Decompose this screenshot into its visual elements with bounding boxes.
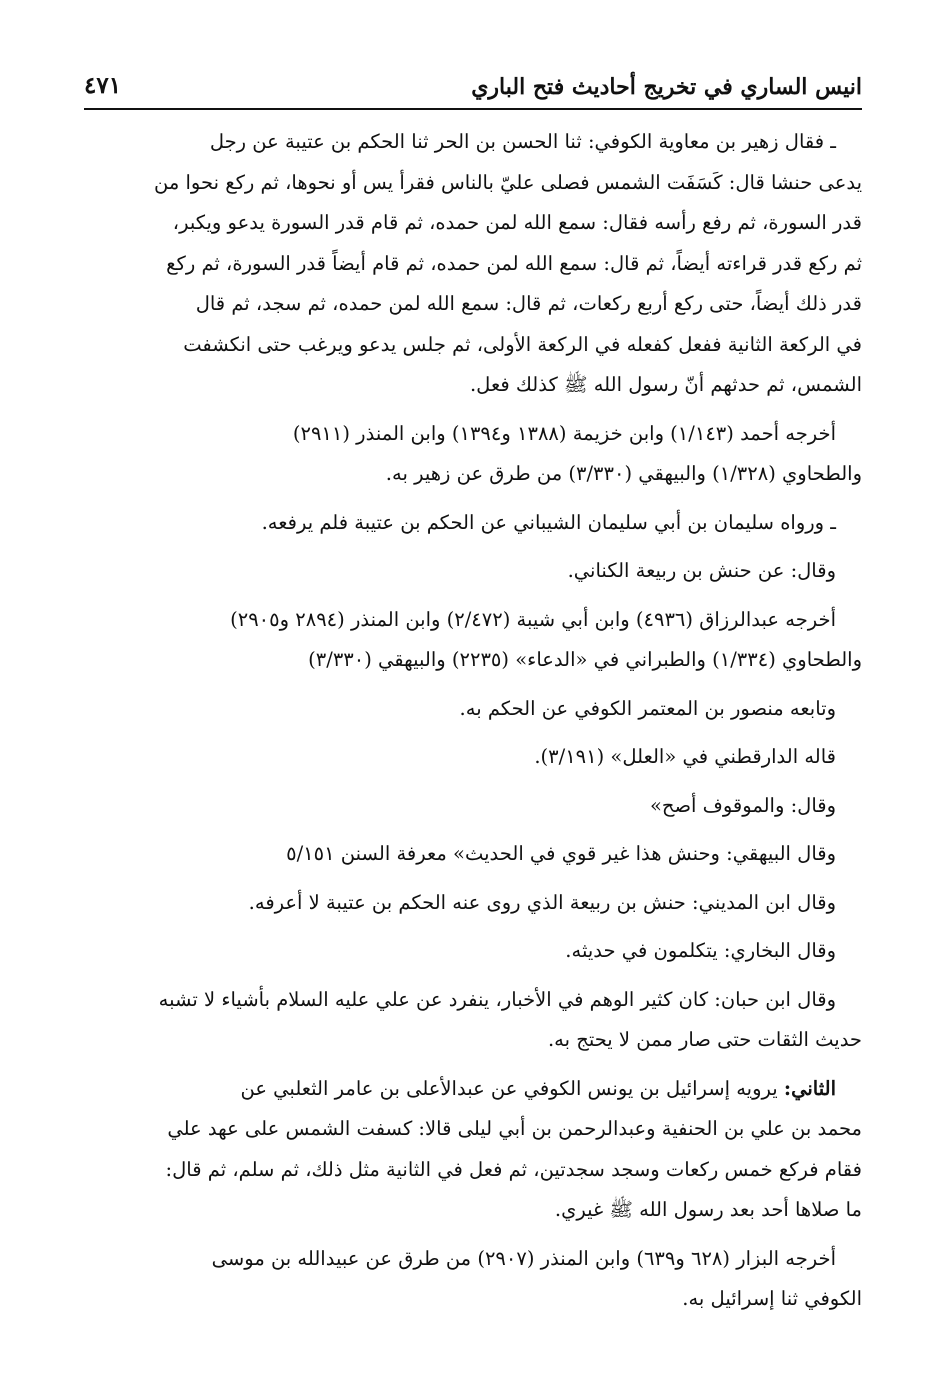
text-line (84, 244, 862, 285)
text-line (84, 1239, 862, 1280)
line-text: وقال: عن حنش بن ربيعة الكناني. (567, 559, 836, 582)
paragraph (84, 122, 862, 406)
text-line (84, 284, 862, 325)
text-line (84, 551, 862, 592)
text-line (84, 600, 862, 641)
paragraph (84, 551, 862, 592)
text-line (84, 737, 862, 778)
line-text: أخرجه عبدالرزاق (٤٩٣٦) وابن أبي شيبة (٢/٤٧٢) وابن المنذر (٢٨٩٤ و٢٩٠٥) (230, 607, 836, 631)
line-text: أخرجه أحمد (١/١٤٣) وابن خزيمة (١٣٨٨ و١٣٩٤) وابن المنذر (٢٩١١) (292, 421, 836, 445)
line-text: وقال البيهقي: وحنش هذا غير قوي في الحديث» معرفة السنن ٥/١٥١ (286, 842, 836, 865)
text-line (84, 640, 862, 681)
line-text: وتابعه منصور بن المعتمر الكوفي عن الحكم به. (459, 696, 836, 720)
running-title: انيس الساري في تخريج أحاديث فتح الباري (471, 74, 862, 100)
paragraph (84, 689, 862, 730)
page-number: ٤٧١ (84, 72, 122, 99)
line-text: أخرجه البزار (٦٢٨ و٦٣٩) وابن المنذر (٢٩٠٧) من طرق عن عبيدالله بن موسى (211, 1246, 836, 1270)
line-text: ـ ورواه سليمان بن أبي سليمان الشيباني عن الحكم بن عتيبة فلم يرفعه. (261, 510, 836, 534)
line-text: الشمس، ثم حدثهم أنّ رسول الله ﷺ كذلك فعل. (469, 373, 862, 396)
text-line (84, 365, 862, 406)
text-line (84, 834, 862, 875)
paragraph (84, 503, 862, 544)
paragraph (84, 414, 862, 495)
text-line (84, 325, 862, 366)
text-line (84, 203, 862, 244)
text-line (84, 122, 862, 163)
line-text: وقال ابن حبان: كان كثير الوهم في الأخبار، ينفرد عن علي عليه السلام بأشياء لا تشبه (158, 987, 836, 1011)
text-line (84, 980, 862, 1021)
line-text: وقال: والموقوف أصح» (649, 793, 836, 817)
text-line (84, 689, 862, 730)
paragraph (84, 1239, 862, 1320)
paragraph (84, 883, 862, 924)
text-line (84, 163, 862, 204)
text-line (84, 414, 862, 455)
paragraph (84, 834, 862, 875)
paragraph (84, 980, 862, 1061)
line-text: محمد بن علي بن الحنفية وعبدالرحمن بن أبي ليلى قالا: كسفت الشمس على عهد علي (167, 1117, 862, 1140)
line-text: ـ فقال زهير بن معاوية الكوفي: ثنا الحسن بن الحر ثنا الحكم بن عتيبة عن رجل (209, 130, 836, 153)
line-text: حديث الثقات حتى صار ممن لا يحتج به. (547, 1028, 862, 1051)
line-text: يرويه إسرائيل بن يونس الكوفي عن عبدالأعلى بن عامر الثعلبي عن (240, 1076, 784, 1100)
page-header (84, 68, 862, 110)
text-line (84, 931, 862, 972)
line-text: قدر ذلك أيضاً، حتى ركع أربع ركعات، ثم قال: سمع الله لمن حمده، ثم سجد، ثم قال (195, 292, 862, 315)
line-text: قاله الدارقطني في «العلل» (٣/١٩١). (534, 745, 836, 768)
line-text: في الركعة الثانية ففعل كفعله في الركعة الأولى، ثم جلس يدعو ويرغب حتى انكشفت (183, 332, 862, 356)
paragraph (84, 600, 862, 681)
line-text: يدعى حنشا قال: كَسَفَت الشمس فصلى عليّ بالناس فقرأ يس أو نحوها، ثم ركع نحوا من (154, 170, 862, 194)
line-text: وقال ابن المديني: حنش بن ربيعة الذي روى عنه الحكم بن عتيبة لا أعرفه. (248, 890, 836, 914)
line-text: ما صلاها أحد بعد رسول الله ﷺ غيري. (554, 1198, 862, 1221)
text-line (84, 503, 862, 544)
paragraph (84, 737, 862, 778)
text-line (84, 1190, 862, 1231)
line-text: قدر السورة، ثم رفع رأسه فقال: سمع الله لمن حمده، ثم قام قدر السورة يدعو ويكبر، (172, 211, 862, 234)
paragraph (84, 931, 862, 972)
line-text: والطحاوي (١/٣٢٨) والبيهقي (٣/٣٣٠) من طرق عن زهير به. (385, 462, 862, 485)
text-line (84, 1109, 862, 1150)
section-lead: الثاني: (783, 1076, 836, 1100)
text-line (84, 1150, 862, 1191)
line-text: ثم ركع قدر قراءته أيضاً، ثم قال: سمع الله لمن حمده، ثم قام أيضاً قدر السورة، ثم ركع (166, 251, 862, 275)
line-text: وقال البخاري: يتكلمون في حديثه. (565, 939, 836, 962)
paragraph (84, 1069, 862, 1231)
text-line (84, 786, 862, 827)
line-text: والطحاوي (١/٣٣٤) والطبراني في «الدعاء» (٢٢٣٥) والبيهقي (٣/٣٣٠) (308, 648, 862, 671)
text-line (84, 1020, 862, 1061)
paragraph (84, 786, 862, 827)
line-text: فقام فركع خمس ركعات وسجد سجدتين، ثم فعل في الثانية مثل ذلك، ثم سلم، ثم قال: (165, 1157, 862, 1181)
text-line (84, 1069, 862, 1110)
text-line (84, 1279, 862, 1320)
body-text (84, 122, 862, 1328)
text-line (84, 454, 862, 495)
line-text: الكوفي ثنا إسرائيل به. (682, 1287, 862, 1310)
text-line (84, 883, 862, 924)
